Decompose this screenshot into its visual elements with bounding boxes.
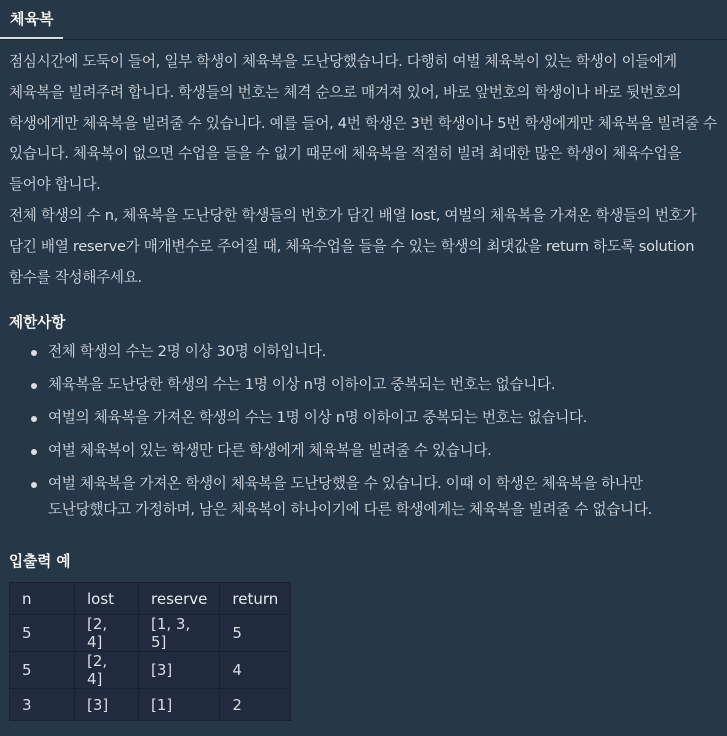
table-cell: [1] <box>139 689 220 721</box>
table-cell: [3] <box>139 652 220 689</box>
table-cell: [2, 4] <box>75 615 139 652</box>
column-header-lost: lost <box>75 583 139 615</box>
table-cell: 3 <box>10 689 75 721</box>
column-header-n: n <box>10 583 75 615</box>
description-paragraph-1: 점심시간에 도둑이 들어, 일부 학생이 체육복을 도난당했습니다. 다행히 여벌 체육복이 있는 학생이 이들에게 체육복을 빌려주려 합니다. 학생들의 번호는 체격 순으로 매겨져 있어, 바로 앞번호의 학생이나 바로 뒷번호의 학생에게만 체육복을 빌려줄 수 있습니다. 예를 들어, 4번 학생은 3번 학생이나 5번 학생에게만 체육복을 빌려줄 수 있습니다. 체육복이 없으면 수업을 들을 수 없기 때문에 체육복을 적절히 빌려 최대한 많은 학생이 체육수업을 들어야 합니다. <box>9 53 717 194</box>
constraint-item: 여벌 체육복을 가져온 학생이 체육복을 도난당했을 수 있습니다. 이때 이 학생은 체육복을 하나만 도난당했다고 가정하며, 남은 체육복이 하나이기에 다른 학생에게는 체육복을 빌려줄 수 없습니다. <box>9 471 717 523</box>
table-row <box>10 652 291 689</box>
table-cell: 2 <box>220 689 291 721</box>
constraint-item: 체육복을 도난당한 학생의 수는 1명 이상 n명 이하이고 중복되는 번호는 없습니다. <box>9 372 717 398</box>
constraints-list <box>9 339 717 530</box>
table-header-row <box>10 583 291 615</box>
description-paragraph-2: 전체 학생의 수 n, 체육복을 도난당한 학생들의 번호가 담긴 배열 lost, 여벌의 체육복을 가져온 학생들의 번호가 담긴 배열 reserve가 매개변수로 주어질 때, 체육수업을 들을 수 있는 학생의 최댓값을 return 하도록 solution 함수를 작성해주세요. <box>9 207 697 286</box>
table-cell: 4 <box>220 652 291 689</box>
tab-problem-title[interactable] <box>0 0 63 39</box>
constraints-heading: 제한사항 <box>9 314 66 331</box>
table-cell: [3] <box>75 689 139 721</box>
table-cell: [1, 3, 5] <box>139 615 220 652</box>
table-row <box>10 615 291 652</box>
table-cell: 5 <box>10 615 75 652</box>
tab-title-label: 체육복 <box>10 10 54 28</box>
table-cell: 5 <box>220 615 291 652</box>
table-row <box>10 689 291 721</box>
column-header-return: return <box>220 583 291 615</box>
tab-bar <box>0 0 727 40</box>
column-header-reserve: reserve <box>139 583 220 615</box>
table-cell: [2, 4] <box>75 652 139 689</box>
examples-heading: 입출력 예 <box>9 553 71 570</box>
table-cell: 5 <box>10 652 75 689</box>
constraint-item: 여벌의 체육복을 가져온 학생의 수는 1명 이상 n명 이하이고 중복되는 번호는 없습니다. <box>9 405 717 431</box>
constraint-item: 전체 학생의 수는 2명 이상 30명 이하입니다. <box>9 339 717 365</box>
constraint-item: 여벌 체육복이 있는 학생만 다른 학생에게 체육복을 빌려줄 수 있습니다. <box>9 438 717 464</box>
examples-table <box>9 582 291 721</box>
